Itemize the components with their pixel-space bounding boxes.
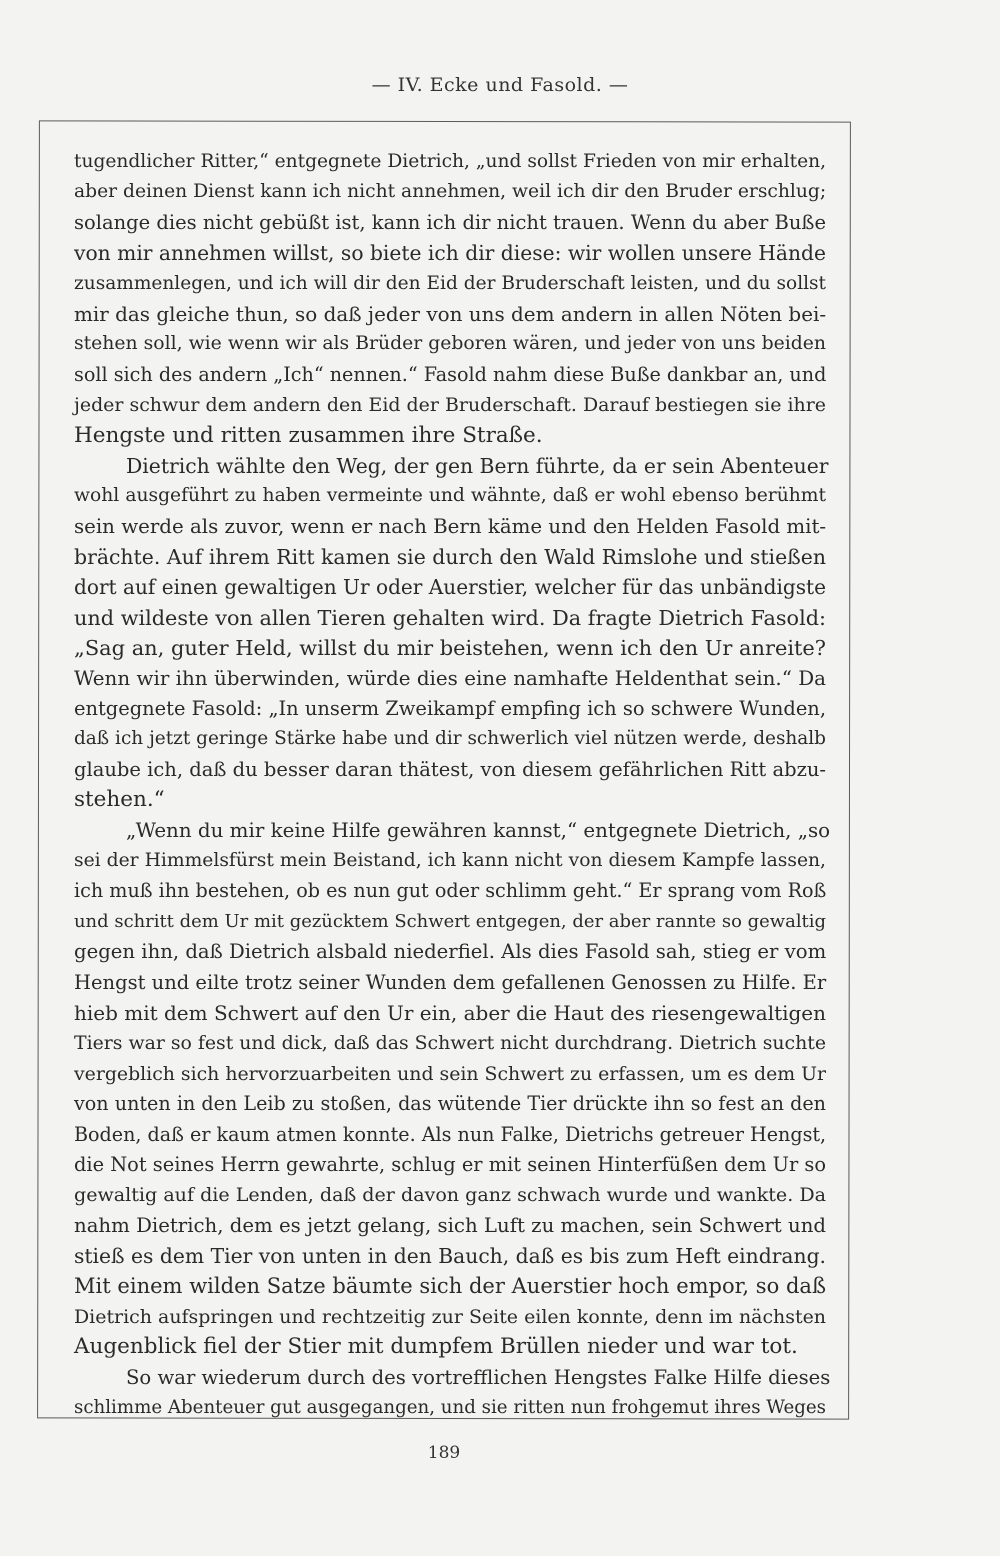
text-line: und schritt dem Ur mit gezücktem Schwert entgegen, der aber rannte so gewaltig	[74, 910, 826, 932]
text-line: schlimme Abenteuer gut ausgegangen, und sie ritten nun frohgemut ihres Weges	[74, 1397, 827, 1419]
text-line: vergeblich sich hervorzuarbeiten und sein Schwert zu erfassen, um es dem Ur	[74, 1062, 827, 1085]
text-line: hieb mit dem Schwert auf den Ur ein, aber die Haut des riesengewaltigen	[74, 1000, 826, 1025]
text-body	[74, 147, 831, 1423]
text-line: aber deinen Dienst kann ich nicht annehmen, weil ich dir den Bruder erschlug;	[74, 181, 827, 203]
text-line: Mit einem wilden Satze bäumte sich der Auerstier hoch empor, so daß	[74, 1273, 826, 1299]
text-line: und wildeste von allen Tieren gehalten wird. Da fragte Dietrich Fasold:	[74, 605, 826, 630]
text-line: stehen soll, wie wenn wir als Brüder geboren wären, und jeder von uns beiden	[74, 333, 826, 355]
text-line: wohl ausgeführt zu haben vermeinte und wähnte, daß er wohl ebenso berühmt	[74, 485, 826, 507]
text-line: soll sich des andern „Ich“ nennen.“ Fasold nahm diese Buße dankbar an, und	[74, 362, 827, 386]
text-line: ich muß ihn bestehen, ob es nun gut oder schlimm geht.“ Er sprang vom Roß	[74, 879, 827, 903]
text-line: gewaltig auf die Lenden, daß der davon ganz schwach wurde und wankte. Da	[74, 1184, 826, 1207]
text-line: Dietrich wählte den Weg, der gen Bern führte, da er sein Abenteuer	[126, 453, 829, 478]
text-line: „Wenn du mir keine Hilfe gewähren kannst,“ entgegnete Dietrich, „so	[126, 818, 831, 842]
text-line: nahm Dietrich, dem es jetzt gelang, sich Luft zu machen, sein Schwert und	[74, 1213, 826, 1237]
running-head: — IV. Ecke und Fasold. —	[371, 74, 629, 96]
text-line: gegen ihn, daß Dietrich alsbald niederfiel. Als dies Fasold sah, stieg er vom	[74, 940, 827, 964]
text-line: So war wiederum durch des vortrefflichen Hengstes Falke Hilfe dieses	[126, 1365, 831, 1389]
text-line: zusammenlegen, und ich will dir den Eid der Bruderschaft leisten, und du sollst	[74, 272, 826, 294]
text-line: Hengst und eilte trotz seiner Wunden dem gefallenen Genossen zu Hilfe. Er	[74, 970, 827, 994]
text-line: von unten in den Leib zu stoßen, das wütende Tier drückte ihn so fest an den	[74, 1092, 826, 1116]
text-line: Wenn wir ihn überwinden, würde dies eine namhafte Heldenthat sein.“ Da	[74, 666, 826, 690]
text-line: daß ich jetzt geringe Stärke habe und dir schwerlich viel nützen werde, deshalb	[74, 728, 826, 750]
text-line: sein werde als zuvor, wenn er nach Bern käme und den Helden Fasold mit-	[74, 514, 827, 538]
text-line: Tiers war so fest und dick, daß das Schwert nicht durchdrang. Dietrich suchte	[74, 1032, 826, 1055]
text-line: jeder schwur dem andern den Eid der Bruderschaft. Darauf bestiegen sie ihre	[74, 394, 826, 417]
text-line: Augenblick fiel der Stier mit dumpfem Brüllen nieder und war tot.	[74, 1334, 798, 1360]
text-line: glaube ich, daß du besser daran thätest, von diesem gefährlichen Ritt abzu-	[74, 757, 826, 781]
text-line: „Sag an, guter Held, willst du mir beistehen, wenn ich den Ur anreite?	[74, 636, 826, 661]
text-line: von mir annehmen willst, so biete ich dir diese: wir wollen unsere Hände	[74, 241, 826, 266]
text-line: Boden, daß er kaum atmen konnte. Als nun Falke, Dietrichs getreuer Hengst,	[74, 1122, 827, 1146]
text-line: stehen.“	[74, 787, 165, 813]
text-line: sei der Himmelsfürst mein Beistand, ich kann nicht von diesem Kampfe lassen,	[74, 849, 826, 871]
text-line: solange dies nicht gebüßt ist, kann ich dir nicht trauen. Wenn du aber Buße	[74, 210, 826, 234]
text-line: brächte. Auf ihrem Ritt kamen sie durch den Wald Rimslohe und stießen	[74, 545, 826, 570]
text-line: mir das gleiche thun, so daß jeder von uns dem andern in allen Nöten bei-	[74, 301, 827, 326]
text-line: entgegnete Fasold: „In unserm Zweikampf empfing ich so schwere Wunden,	[74, 697, 826, 721]
text-line: Hengste und ritten zusammen ihre Straße.	[74, 422, 543, 448]
text-line: dort auf einen gewaltigen Ur oder Auerstier, welcher für das unbändigste	[74, 575, 826, 600]
text-line: die Not seines Herrn gewahrte, schlug er mit seinen Hinterfüßen dem Ur so	[74, 1152, 826, 1176]
page-number: 189	[427, 1443, 461, 1463]
text-line: Dietrich aufspringen und rechtzeitig zur Seite eilen konnte, denn im nächsten	[74, 1305, 826, 1328]
text-line: stieß es dem Tier von unten in den Bauch, daß es bis zum Heft eindrang.	[74, 1244, 826, 1269]
text-line: tugendlicher Ritter,“ entgegnete Dietrich, „und sollst Frieden von mir erhalten,	[74, 151, 826, 172]
